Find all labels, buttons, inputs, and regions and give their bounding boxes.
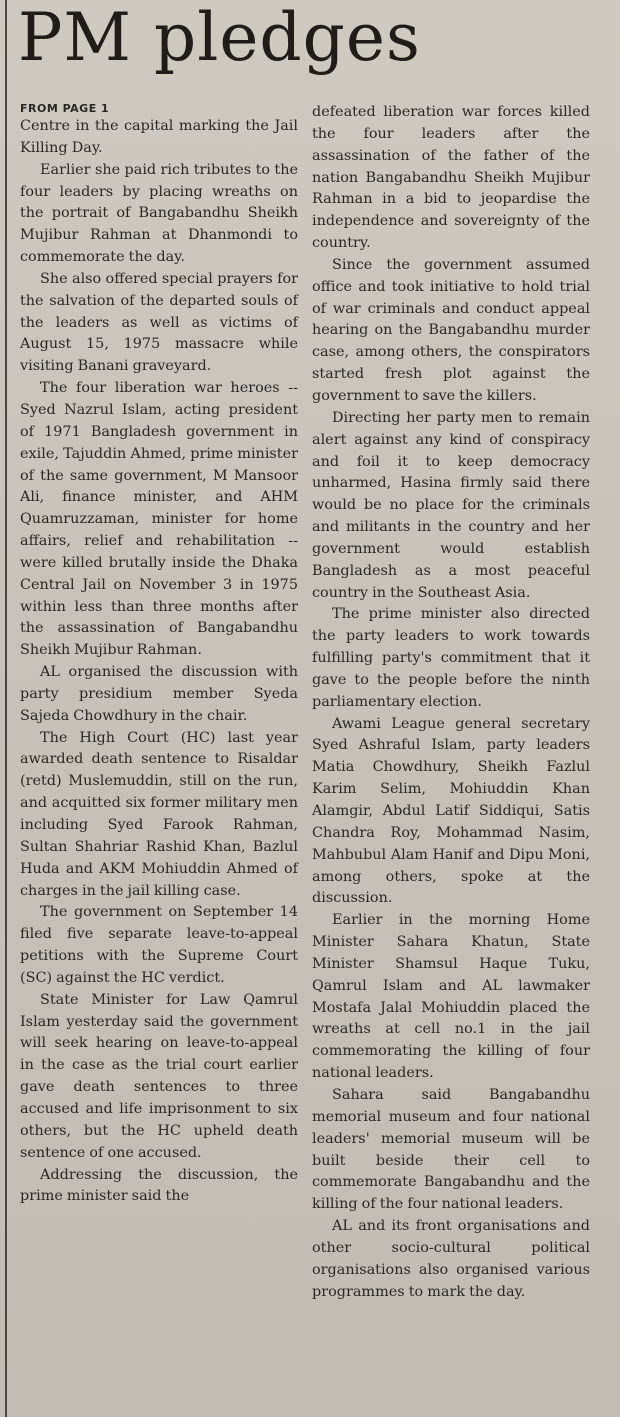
headline: PM pledges: [18, 0, 421, 76]
article-paragraph: State Minister for Law Qamrul Islam yesterday said the government will seek hearing on leave-to-appeal in the case as the trial court earlier gave death sentences to three accused and life imprisonment to six others, but the HC upheld death sentence of one accused.: [20, 991, 298, 1161]
article-column-1: [20, 102, 298, 1208]
article-paragraph: Since the government assumed office and took initiative to hold trial of war criminals and conduct appeal hearing on the Bangabandhu murder case, among others, the conspirators started fresh plot against the government to save the killers.: [312, 256, 590, 404]
article-paragraph: Earlier in the morning Home Minister Sahara Khatun, State Minister Shamsul Haque Tuku, Qamrul Islam and AL lawmaker Mostafa Jalal Mohiuddin placed the wreaths at cell no.1 in the jail commemorating the killing of four national leaders.: [312, 912, 590, 1082]
article-paragraph: The four liberation war heroes -- Syed Nazrul Islam, acting president of 1971 Bangladesh government in exile, Tajuddin Ahmed, prime minister of the same government, M Mansoor Ali, finance minister, and AHM Quamruzzaman, minister for home affairs, relief and rehabilitation -- were killed brutally inside the Dhaka Central Jail on November 3 in 1975 within less than three months after the assassination of Bangabandhu Sheikh Mujibur Rahman.: [20, 380, 298, 659]
article-paragraph: The High Court (HC) last year awarded death sentence to Risaldar (retd) Muslemuddin, still on the run, and acquitted six former military men including Syed Farook Rahman, Sultan Shahriar Rashid Khan, Bazlul Huda and AKM Mohiuddin Ahmed of charges in the jail killing case.: [20, 729, 298, 899]
article-paragraph: The prime minister also directed the party leaders to work towards fulfilling party's commitment that it gave to the people before the ninth parliamentary election.: [312, 606, 590, 710]
article-paragraph: The government on September 14 filed five separate leave-to-appeal petitions with the Supreme Court (SC) against the HC verdict.: [20, 904, 298, 986]
article-paragraph: Directing her party men to remain alert against any kind of conspiracy and foil it to keep democracy unharmed, Hasina firmly said there would be no place for the criminals and militants in the country and her government would establish Bangladesh as a most peaceful country in the Southeast Asia.: [312, 409, 590, 601]
article-paragraph: Sahara said Bangabandhu memorial museum and four national leaders' memorial museum will be built beside their cell to commemorate Bangabandhu and the killing of the four national leaders.: [312, 1086, 590, 1213]
article-paragraph: Awami League general secretary Syed Ashraful Islam, party leaders Matia Chowdhury, Sheikh Fazlul Karim Selim, Mohiuddin Khan Alamgir, Abdul Latif Siddiqui, Satis Chandra Roy, Mohammad Nasim, Mahbubul Alam Hanif and Dipu Moni, among others, spoke at the discussion.: [312, 715, 590, 907]
article-paragraph: AL and its front organisations and other socio-cultural political organisations also organised various programmes to mark the day.: [312, 1218, 590, 1300]
kicker: FROM PAGE 1: [20, 102, 110, 115]
article-paragraph: Centre in the capital marking the Jail Killing Day.: [20, 118, 298, 156]
article-paragraph: Addressing the discussion, the prime minister said the: [20, 1166, 298, 1205]
article-paragraph: AL organised the discussion with party presidium member Syeda Sajeda Chowdhury in the chair.: [20, 664, 298, 724]
article-paragraph: Earlier she paid rich tributes to the four leaders by placing wreaths on the portrait of Bangabandhu Sheikh Mujibur Rahman at Dhanmondi to commemorate the day.: [20, 161, 298, 266]
article-paragraph: defeated liberation war forces killed the four leaders after the assassination of the father of the nation Bangabandhu Sheikh Mujibur Rahman in a bid to jeopardise the independence and sovereignty of the country.: [312, 104, 590, 252]
article-paragraph: She also offered special prayers for the salvation of the departed souls of the leaders as well as victims of August 15, 1975 massacre while visiting Banani graveyard.: [20, 270, 298, 375]
article-column-2: [312, 102, 590, 1303]
column-rule: [5, 0, 7, 1417]
